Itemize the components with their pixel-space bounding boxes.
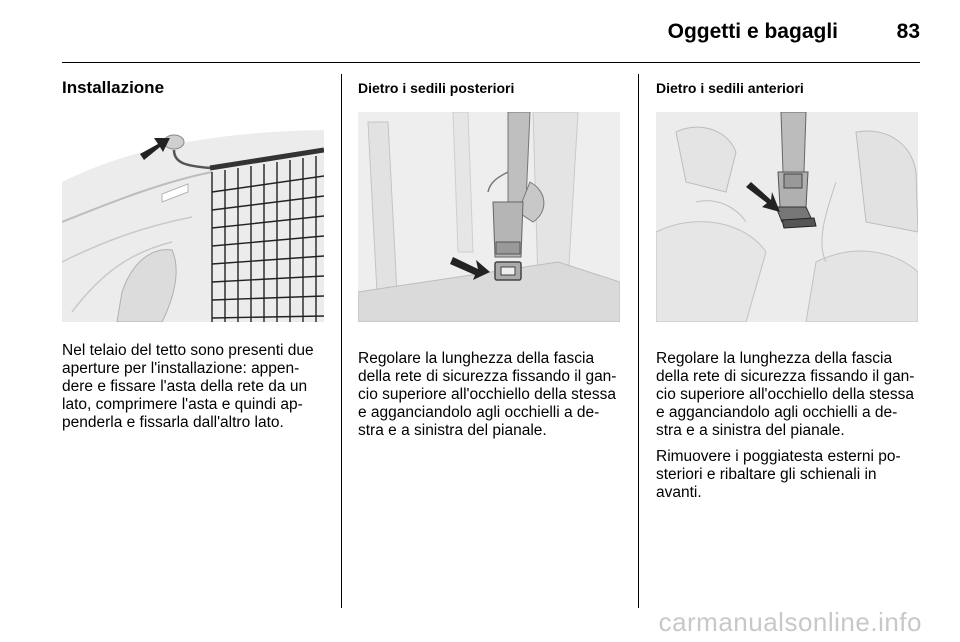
page-header [62, 0, 920, 63]
paragraph: Regolare la lunghezza della fascia della rete di sicurezza fissando il gan-cio superiore all'occhiello della stessa e agganciandolo agli occhielli a de-stra e a sinistra del pianale. [656, 350, 915, 439]
column-divider [341, 74, 342, 608]
section-title: Installazione [62, 78, 165, 97]
section-title: Dietro i sedili posteriori [358, 80, 515, 96]
paragraph: Nel telaio del tetto sono presenti due aperture per l'installazione: appen-dere e fissare l'asta della rete da un lato, comprimere l'asta e quindi ap-penderla e fissarla dall'altro lato. [62, 342, 314, 431]
watermark: carmanualsonline.info [658, 607, 922, 637]
section-title: Dietro i sedili anteriori [656, 80, 804, 96]
paragraph: Rimuovere i poggiatesta esterni po-steriori e ribaltare gli schienali in avanti. [656, 448, 901, 501]
section-dietro-sedili-anteriori [656, 74, 920, 502]
section-installazione [62, 74, 324, 432]
paragraph: Regolare la lunghezza della fascia della rete di sicurezza fissando il gan-cio superiore all'occhiello della stessa e agganciandolo agli occhielli a de-stra e a sinistra del pianale. [358, 350, 617, 439]
front-seat-strap-eyelet-illustration [656, 112, 918, 322]
roof-net-installation-illustration [62, 112, 324, 322]
page-number: 83 [896, 20, 920, 43]
rear-seat-strap-eyelet-illustration [358, 112, 620, 322]
header-title: Oggetti e bagagli [667, 20, 838, 43]
column-divider [638, 74, 639, 608]
section-dietro-sedili-posteriori [358, 74, 622, 440]
